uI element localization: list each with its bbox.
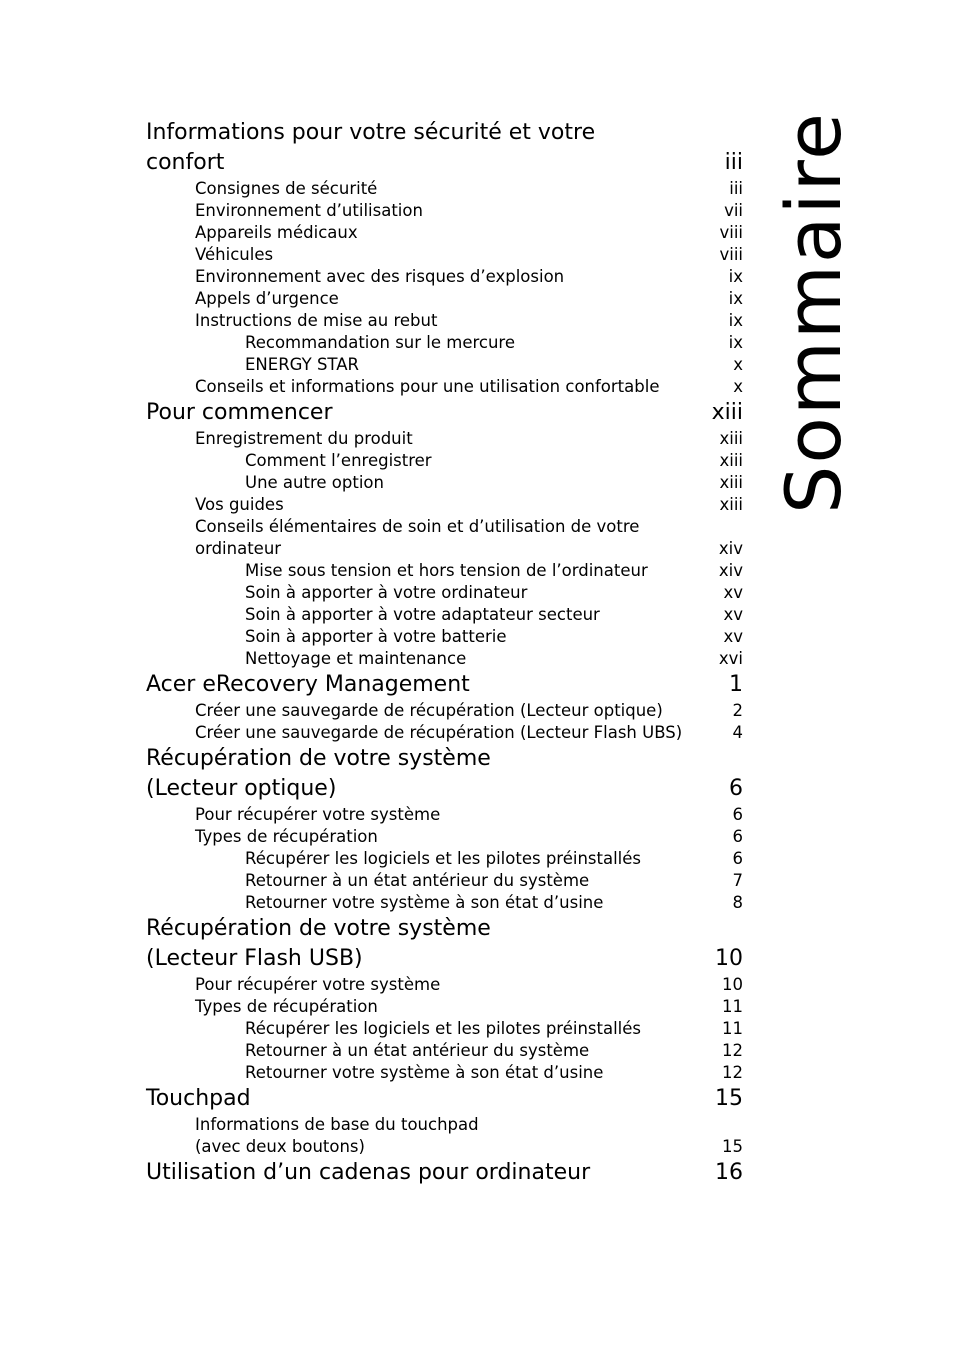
toc-entry-page: 6	[732, 805, 743, 824]
toc-entry-title: Pour commencer	[146, 400, 333, 425]
toc-entry-title: Comment l’enregistrer	[245, 451, 432, 470]
toc-entry-page: 10	[715, 946, 743, 971]
toc-entry-title: Récupération de votre système (Lecteur Flash USB)	[146, 916, 491, 971]
toc-entry-page: 6	[732, 827, 743, 846]
toc-entry-title: Utilisation d’un cadenas pour ordinateur	[146, 1160, 591, 1185]
toc-entry[interactable]	[146, 200, 743, 222]
toc-entry[interactable]	[146, 1084, 743, 1114]
toc-entry-page: xiii	[719, 429, 743, 448]
toc-entry-title: Acer eRecovery Management	[146, 672, 470, 697]
toc-entry[interactable]	[146, 1018, 743, 1040]
toc-entry-page: xv	[723, 583, 743, 602]
toc-entry-title: Mise sous tension et hors tension de l’ordinateur	[245, 561, 648, 580]
toc-entry-title: Enregistrement du produit	[195, 429, 413, 448]
toc-entry-page: iii	[724, 150, 743, 175]
toc-entry-page: xv	[723, 605, 743, 624]
toc-entry-page: 1	[729, 672, 743, 697]
toc-entry-title: Pour récupérer votre système	[195, 975, 441, 994]
side-title-container	[768, 110, 858, 514]
toc-entry-page: xiii	[719, 451, 743, 470]
toc-entry-page: 10	[722, 975, 743, 994]
toc-entry-page: 6	[732, 849, 743, 868]
toc-entry-title: Types de récupération	[195, 997, 378, 1016]
toc-entry[interactable]	[146, 472, 743, 494]
toc-entry-title: Vos guides	[195, 495, 284, 514]
toc-entry[interactable]	[146, 722, 743, 744]
toc-entry-title: Une autre option	[245, 473, 384, 492]
toc-entry-title: Touchpad	[146, 1086, 251, 1111]
toc-entry[interactable]	[146, 974, 743, 996]
toc-entry[interactable]	[146, 670, 743, 700]
toc-entry-page: x	[733, 377, 743, 396]
toc-entry[interactable]	[146, 494, 743, 516]
toc-entry-page: ix	[728, 289, 743, 308]
toc-entry-title: Consignes de sécurité	[195, 179, 378, 198]
toc-entry-page: ix	[728, 333, 743, 352]
toc-entry-page: vii	[724, 201, 743, 220]
toc-entry-page: 16	[715, 1160, 743, 1185]
toc-entry[interactable]	[146, 354, 743, 376]
toc-entry[interactable]	[146, 266, 743, 288]
toc-entry-title: Retourner votre système à son état d’usine	[245, 893, 604, 912]
toc-entry-page: 15	[722, 1137, 743, 1156]
toc-entry-page: 15	[715, 1086, 743, 1111]
toc-entry[interactable]	[146, 222, 743, 244]
toc-entry[interactable]	[146, 450, 743, 472]
toc-entry[interactable]	[146, 118, 743, 178]
toc-entry-page: xiv	[718, 539, 743, 558]
toc-entry-title: Retourner votre système à son état d’usine	[245, 1063, 604, 1082]
toc-entry-page: 6	[729, 776, 743, 801]
toc-entry[interactable]	[146, 870, 743, 892]
toc-entry-page: xiii	[719, 473, 743, 492]
toc-entry-title: Instructions de mise au rebut	[195, 311, 438, 330]
toc-entry[interactable]	[146, 1040, 743, 1062]
toc-entry[interactable]	[146, 804, 743, 826]
toc-entry[interactable]	[146, 560, 743, 582]
table-of-contents	[146, 118, 743, 1188]
toc-entry[interactable]	[146, 604, 743, 626]
toc-entry-title: Conseils élémentaires de soin et d’utilisation de votre ordinateur	[195, 517, 640, 558]
toc-entry-title: Recommandation sur le mercure	[245, 333, 516, 352]
toc-entry-title: Conseils et informations pour une utilisation confortable	[195, 377, 660, 396]
toc-entry-page: iii	[729, 179, 743, 198]
toc-entry-page: ix	[728, 311, 743, 330]
toc-entry-page: viii	[719, 223, 743, 242]
toc-entry-title: Retourner à un état antérieur du système	[245, 1041, 590, 1060]
toc-entry-page: viii	[719, 245, 743, 264]
toc-entry-title: Informations pour votre sécurité et votre confort	[146, 120, 596, 175]
toc-entry-title: Nettoyage et maintenance	[245, 649, 467, 668]
toc-entry-title: Soin à apporter à votre ordinateur	[245, 583, 528, 602]
toc-entry-page: 2	[732, 701, 743, 720]
toc-entry-title: Créer une sauvegarde de récupération (Lecteur optique)	[195, 701, 663, 720]
toc-entry-title: Informations de base du touchpad (avec deux boutons)	[195, 1115, 479, 1156]
toc-entry[interactable]	[146, 288, 743, 310]
toc-entry-page: xvi	[718, 649, 743, 668]
toc-entry-title: Retourner à un état antérieur du système	[245, 871, 590, 890]
toc-entry-title: Créer une sauvegarde de récupération (Lecteur Flash UBS)	[195, 723, 683, 742]
toc-entry-page: xiii	[719, 495, 743, 514]
toc-entry[interactable]	[146, 1062, 743, 1084]
toc-entry-title: Récupération de votre système (Lecteur optique)	[146, 746, 491, 801]
toc-entry[interactable]	[146, 428, 743, 450]
toc-entry-title: Soin à apporter à votre adaptateur secteur	[245, 605, 600, 624]
toc-entry-page: 12	[722, 1063, 743, 1082]
toc-entry[interactable]	[146, 1158, 743, 1188]
toc-entry-page: x	[733, 355, 743, 374]
toc-entry[interactable]	[146, 848, 743, 870]
toc-entry[interactable]	[146, 310, 743, 332]
toc-entry-page: 11	[722, 997, 743, 1016]
toc-entry[interactable]	[146, 626, 743, 648]
toc-entry-title: Pour récupérer votre système	[195, 805, 441, 824]
toc-entry-title: Appareils médicaux	[195, 223, 358, 242]
toc-entry-page: 4	[732, 723, 743, 742]
toc-entry-title: Soin à apporter à votre batterie	[245, 627, 507, 646]
toc-entry[interactable]	[146, 826, 743, 848]
toc-entry-page: 11	[722, 1019, 743, 1038]
page-title: Sommaire	[768, 110, 858, 514]
toc-entry-title: Environnement avec des risques d’explosion	[195, 267, 565, 286]
toc-entry[interactable]	[146, 892, 743, 914]
toc-entry-page: xiv	[718, 561, 743, 580]
toc-entry[interactable]	[146, 648, 743, 670]
toc-entry[interactable]	[146, 516, 743, 560]
toc-entry[interactable]	[146, 376, 743, 398]
toc-entry-page: 8	[732, 893, 743, 912]
toc-entry[interactable]	[146, 244, 743, 266]
toc-entry-page: xiii	[711, 400, 743, 425]
toc-entry[interactable]	[146, 178, 743, 200]
toc-entry-title: Types de récupération	[195, 827, 378, 846]
toc-entry[interactable]	[146, 744, 743, 804]
toc-entry-page: ix	[728, 267, 743, 286]
toc-entry-title: Environnement d’utilisation	[195, 201, 423, 220]
toc-entry[interactable]	[146, 398, 743, 428]
toc-entry-page: 12	[722, 1041, 743, 1060]
toc-entry-title: Véhicules	[195, 245, 274, 264]
toc-entry[interactable]	[146, 582, 743, 604]
toc-entry[interactable]	[146, 700, 743, 722]
toc-entry[interactable]	[146, 1114, 743, 1158]
toc-entry-title: Récupérer les logiciels et les pilotes préinstallés	[245, 1019, 641, 1038]
toc-entry[interactable]	[146, 914, 743, 974]
toc-entry-title: Appels d’urgence	[195, 289, 339, 308]
toc-entry-title: ENERGY STAR	[245, 355, 359, 374]
toc-entry[interactable]	[146, 332, 743, 354]
toc-entry[interactable]	[146, 996, 743, 1018]
toc-entry-page: xv	[723, 627, 743, 646]
toc-entry-title: Récupérer les logiciels et les pilotes préinstallés	[245, 849, 641, 868]
toc-entry-page: 7	[732, 871, 743, 890]
